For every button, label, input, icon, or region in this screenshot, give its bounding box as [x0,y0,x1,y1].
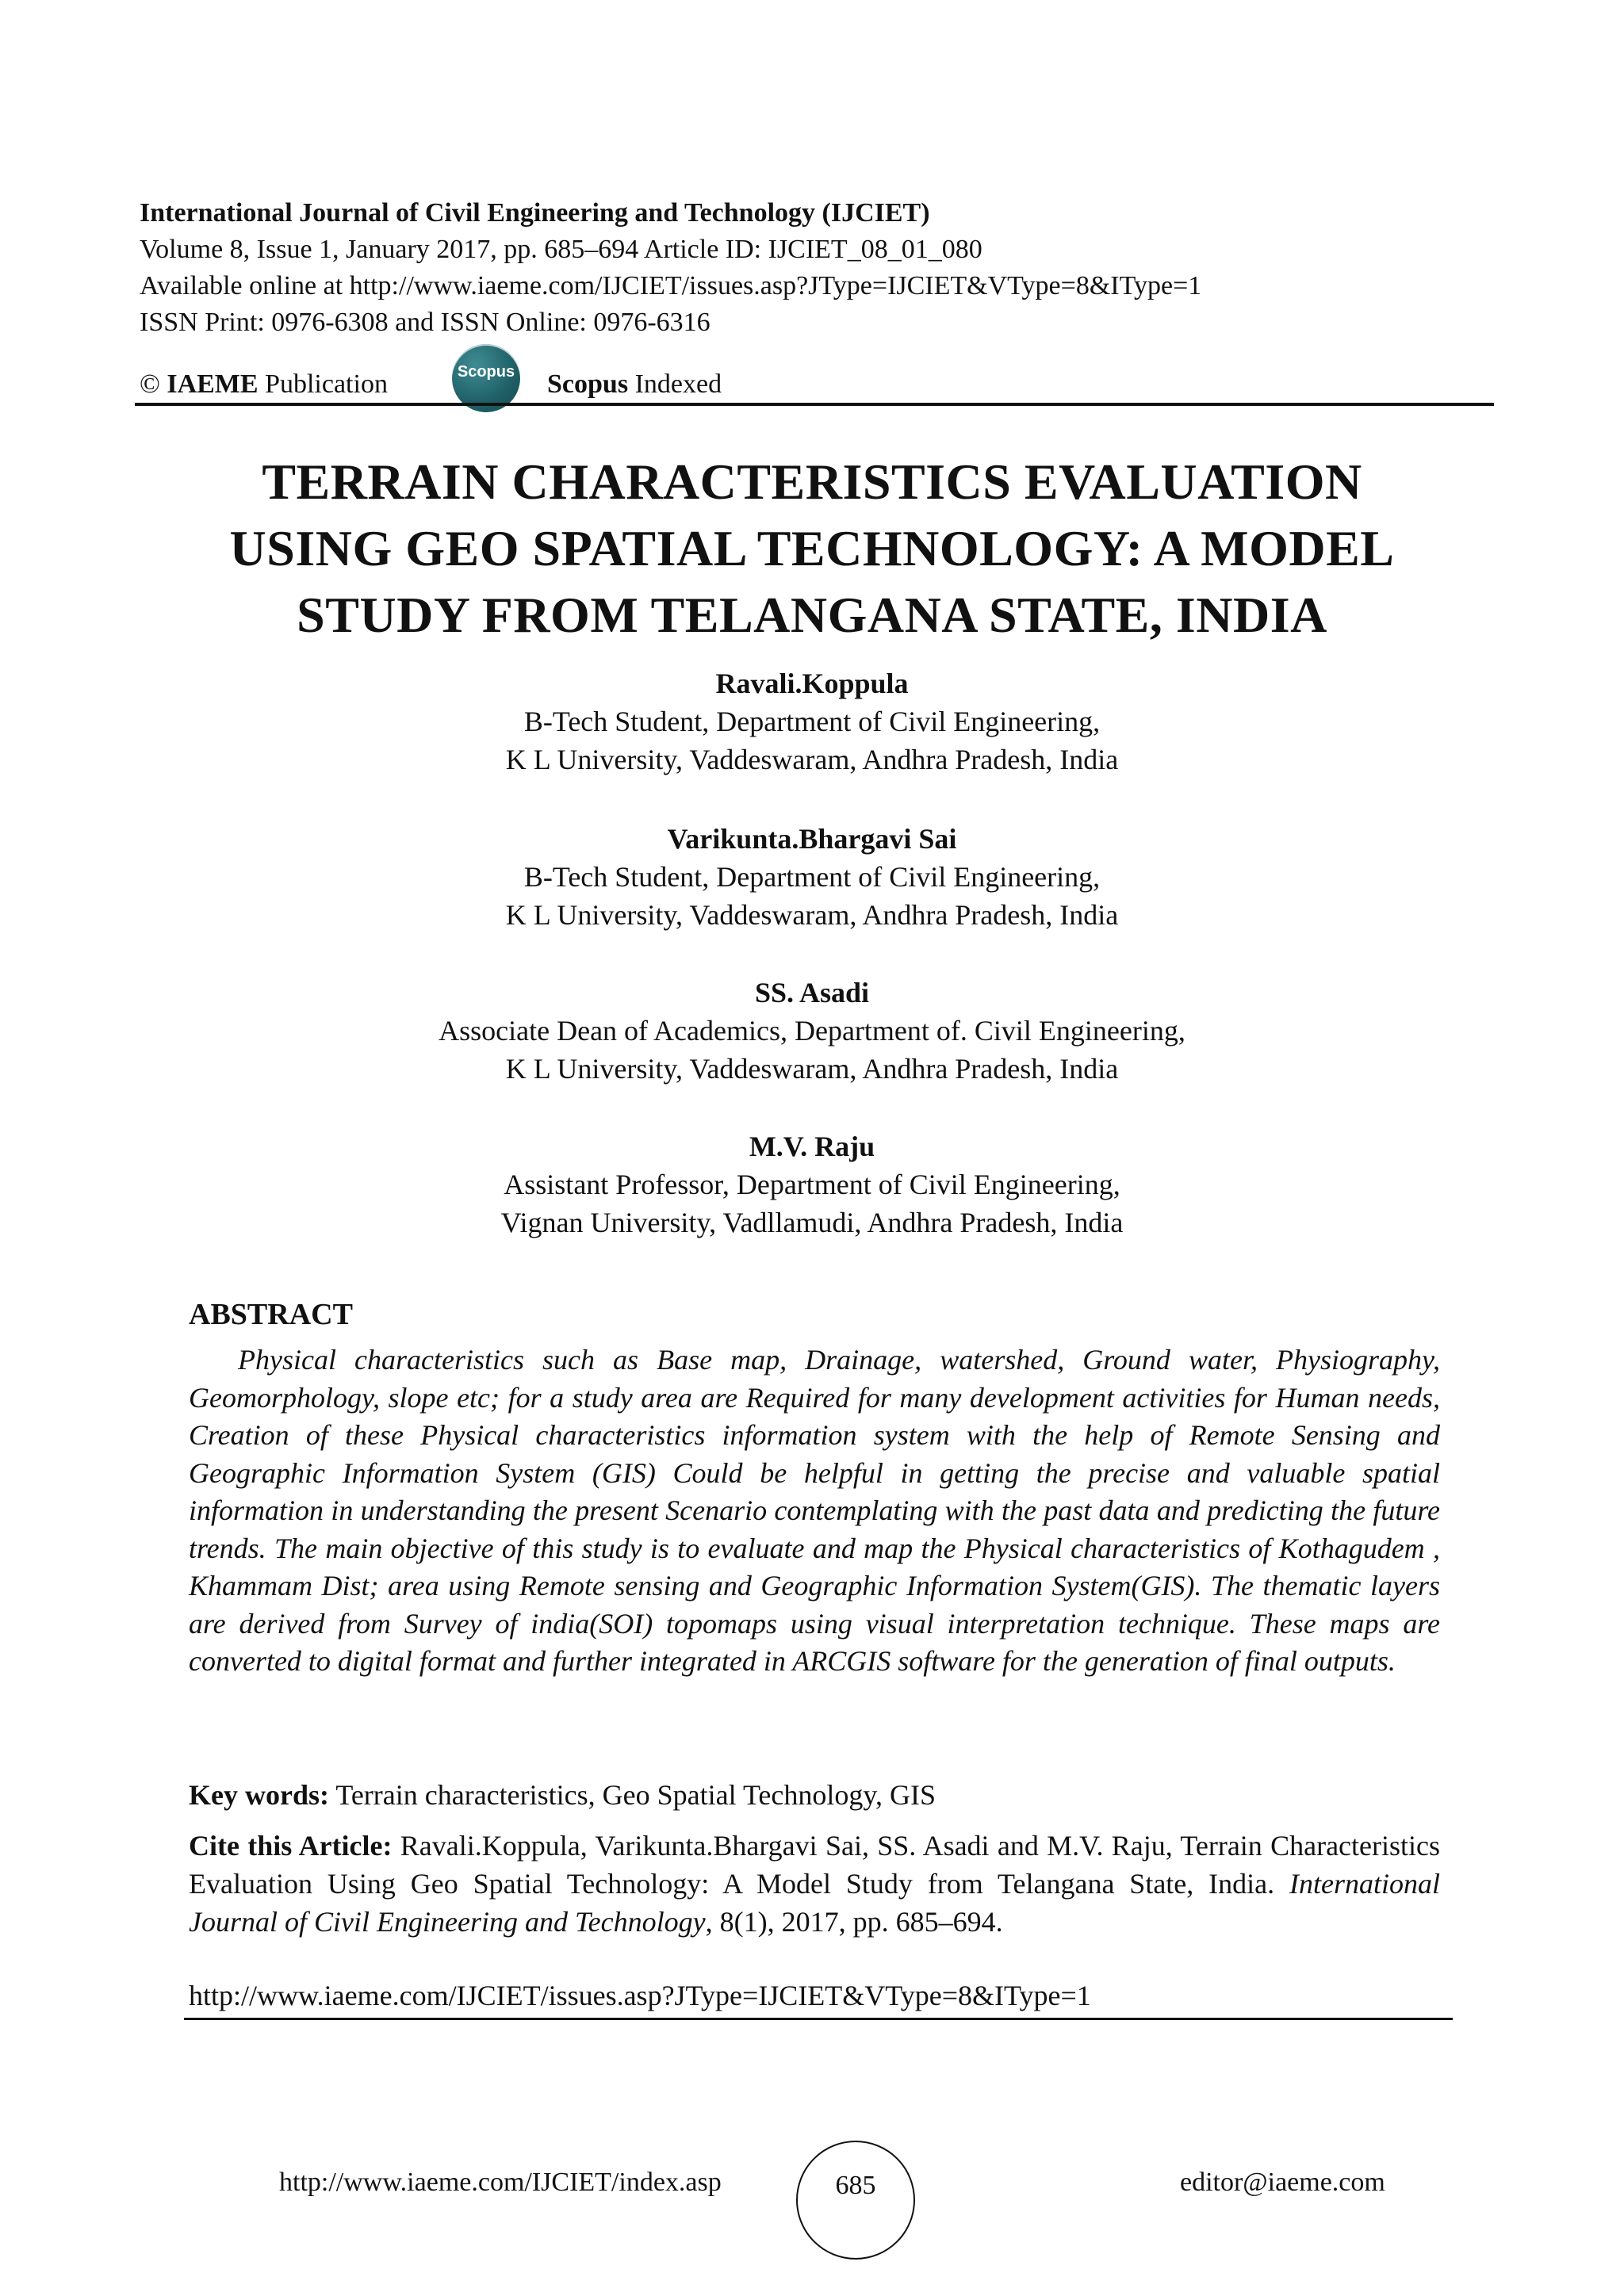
publisher-suffix: Publication [265,369,388,399]
author-affiliation-2: K L University, Vaddeswaram, Andhra Pradesh, India [505,899,1119,931]
publisher-name: IAEME [167,369,259,399]
keywords [189,1776,1442,1814]
author-affiliation-1: B-Tech Student, Department of Civil Engineering, [523,861,1101,893]
author-name: SS. Asadi [754,977,870,1008]
abstract-text: Physical characteristics such as Base map, Drainage, watershed, Ground water, Physiography, Geomorphology, slope etc; for a study area are Required for many development activities for Human needs, Creation of these Physical characteristics information system with the help of Remote Sensing and Geographic Information System (GIS) Could be helpful in getting the precise and valuable spatial information in understanding the present Scenario contemplating with the past data and predicting the future trends. The main objective of this study is to evaluate and map the Physical characteristics of Kothagudem , Khammam Dist; area using Remote sensing and Geographic Information System(GIS). The thematic layers are derived from Survey of india(SOI) topomaps using visual interpretation technique. These maps are converted to digital format and further integrated in ARCGIS software for the generation of final outputs. [189,1344,1440,1677]
author-block-1 [159,664,1465,779]
author-affiliation-1: Associate Dean of Academics, Department of. Civil Engineering, [439,1015,1185,1047]
citation [189,1827,1440,1941]
cite-url-link[interactable]: http://www.iaeme.com/IJCIET/issues.asp?JType=IJCIET&VType=8&IType=1 [189,1980,1091,2011]
author-name: Varikunta.Bhargavi Sai [667,823,957,855]
footer-url-link[interactable]: http://www.iaeme.com/IJCIET/index.asp [279,2168,722,2197]
keywords-text: Terrain characteristics, Geo Spatial Technology, GIS [335,1779,936,1811]
author-affiliation-2: K L University, Vaddeswaram, Andhra Pradesh, India [505,744,1119,775]
scopus-label: Scopus [547,369,629,399]
scopus-logo-text: Scopus [457,363,515,381]
author-block-2 [159,820,1465,934]
page-footer [0,2141,1624,2236]
cite-tail: , 8(1), 2017, pp. 685–694. [705,1906,1003,1938]
publication-row [140,363,1496,404]
journal-title: International Journal of Civil Engineering and Technology (IJCIET) [140,198,930,228]
available-online-line: Available online at http://www.iaeme.com/IJCIET/issues.asp?JType=IJCIET&VType=8&IType=1 [140,271,1202,300]
title-line-2: USING GEO SPATIAL TECHNOLOGY: A MODEL [229,520,1395,576]
page-number-badge [796,2141,915,2260]
abstract-heading: ABSTRACT [189,1298,353,1331]
volume-line: Volume 8, Issue 1, January 2017, pp. 685–694 Article ID: IJCIET_08_01_080 [140,235,982,264]
keywords-label: Key words: [189,1779,329,1811]
copyright-symbol: © [140,369,160,399]
cite-label: Cite this Article: [189,1830,393,1862]
indexed-label: Indexed [634,369,722,399]
publisher-credit [140,369,388,400]
author-affiliation-1: B-Tech Student, Department of Civil Engineering, [523,706,1101,737]
scopus-indexed [547,369,722,400]
citation-divider [184,2018,1453,2020]
header-divider [135,403,1494,406]
issn-line: ISSN Print: 0976-6308 and ISSN Online: 0976-6316 [140,308,710,337]
page-number: 685 [835,2171,876,2201]
journal-header [140,195,1488,341]
author-affiliation-2: K L University, Vaddeswaram, Andhra Pradesh, India [505,1053,1119,1085]
cite-text: Ravali.Koppula, Varikunta.Bhargavi Sai, SS. Asadi and M.V. Raju, Terrain Characteristics Evaluation Using Geo Spatial Technology: A Model Study from Telangana State, India. [189,1830,1441,1900]
footer-email-link[interactable]: editor@iaeme.com [1180,2168,1385,2197]
author-name: Ravali.Koppula [715,668,909,699]
author-affiliation-2: Vignan University, Vadllamudi, Andhra Pradesh, India [500,1207,1124,1238]
title-line-3: STUDY FROM TELANGANA STATE, INDIA [297,587,1327,643]
author-block-4 [159,1127,1465,1242]
paper-title [95,449,1529,649]
cite-journal: International Journal of Civil Engineering and Technology [189,1868,1441,1938]
author-affiliation-1: Assistant Professor, Department of Civil Engineering, [504,1169,1120,1200]
author-name: M.V. Raju [749,1131,875,1162]
title-line-1: TERRAIN CHARACTERISTICS EVALUATION [262,453,1362,510]
author-block-3 [159,974,1465,1088]
